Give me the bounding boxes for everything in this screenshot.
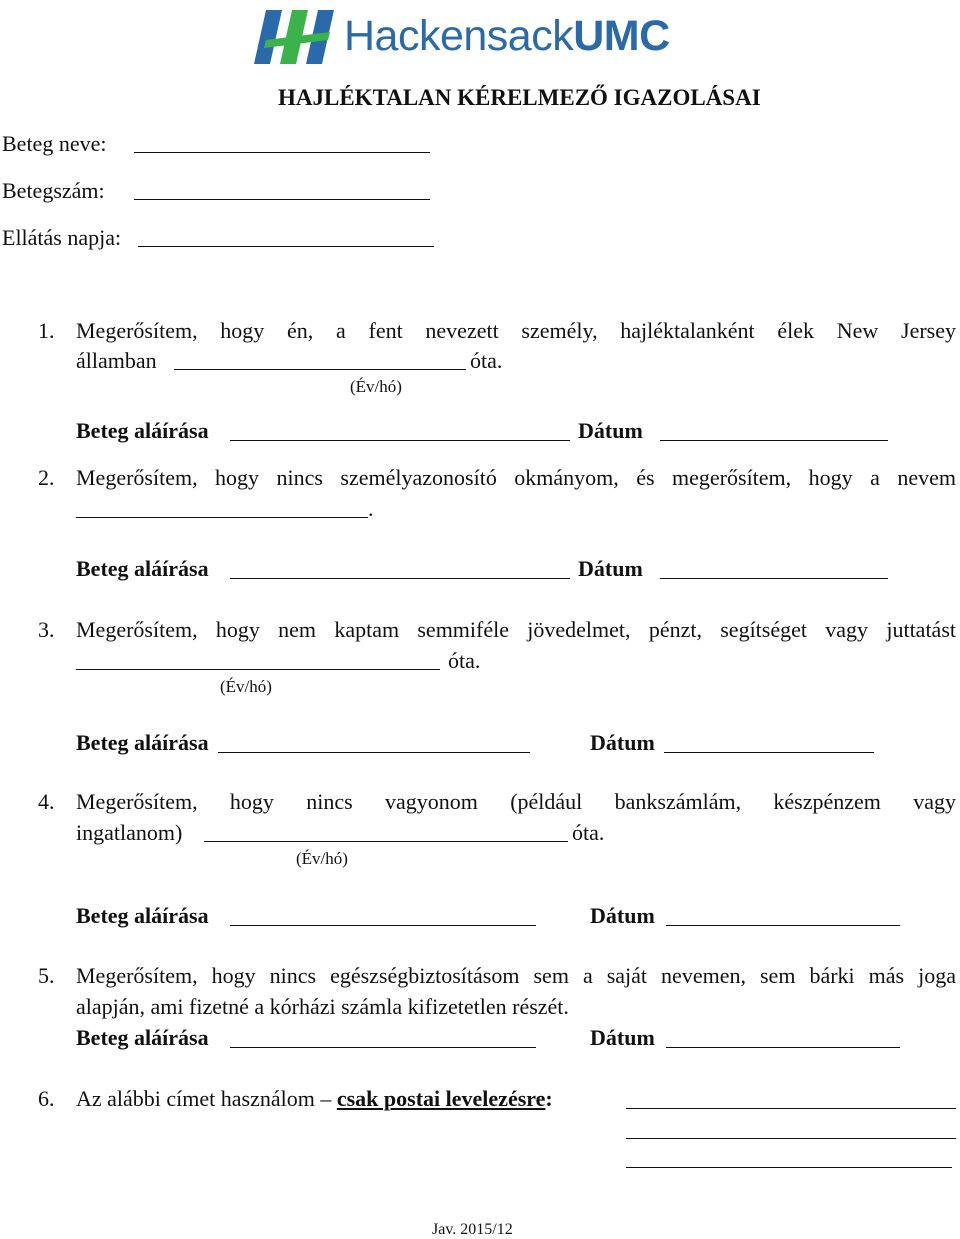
item-3-date-label: Dátum <box>590 730 655 755</box>
patient-number-label: Betegszám: <box>2 178 105 203</box>
item-1-date-field[interactable] <box>174 369 466 370</box>
item-2-name-field[interactable] <box>76 517 368 518</box>
item-4-signature-field[interactable] <box>230 925 536 926</box>
item-4-text: Megerősítem, hogy nincs vagyonom (például bankszámlám, készpénzem vagy <box>76 789 956 814</box>
item-5-text: Megerősítem, hogy nincs egészségbiztosításom sem a saját nevemen, sem bárki más joga <box>76 963 956 988</box>
item-3-signature-label: Beteg aláírása <box>76 730 209 755</box>
item-1-suffix: óta. <box>470 348 503 373</box>
item-4-date-label: Dátum <box>590 903 655 928</box>
item-3-text: Megerősítem, hogy nem kaptam semmiféle jövedelmet, pénzt, segítséget vagy juttatást <box>76 617 956 642</box>
item-4-date-field[interactable] <box>204 841 568 842</box>
patient-name-label: Beteg neve: <box>2 131 107 156</box>
item-5-signature-label: Beteg aláírása <box>76 1025 209 1050</box>
date-of-service-field[interactable] <box>138 246 434 247</box>
item-number-1: 1. <box>38 318 55 343</box>
item-number-4: 4. <box>38 789 55 814</box>
item-2-signature-field[interactable] <box>230 578 570 579</box>
item-5-date-label: Dátum <box>590 1025 655 1050</box>
item-3-hint: (Év/hó) <box>220 677 272 696</box>
item-6-emphasis: csak postai levelezésre <box>336 1086 546 1111</box>
item-6-lead: Az alábbi címet használom – <box>76 1086 332 1111</box>
item-number-3: 3. <box>38 617 55 642</box>
item-2-date-label: Dátum <box>578 556 643 581</box>
revision-footer: Jav. 2015/12 <box>432 1221 513 1238</box>
item-2-date-sign-field[interactable] <box>660 578 888 579</box>
item-2-suffix: . <box>368 496 374 521</box>
item-number-6: 6. <box>38 1086 55 1111</box>
item-1-signature-label: Beteg aláírása <box>76 418 209 443</box>
item-1-prefix: államban <box>76 348 157 373</box>
item-number-5: 5. <box>38 963 55 988</box>
logo-wordmark <box>344 10 670 62</box>
item-3-date-field[interactable] <box>76 669 440 670</box>
item-2-signature-label: Beteg aláírása <box>76 556 209 581</box>
item-number-2: 2. <box>38 465 55 490</box>
address-line-1[interactable] <box>626 1108 956 1109</box>
item-4-prefix: ingatlanom) <box>76 820 183 845</box>
item-3-signature-field[interactable] <box>218 752 530 753</box>
item-1-date-sign-field[interactable] <box>660 440 888 441</box>
item-4-date-sign-field[interactable] <box>666 925 900 926</box>
item-4-hint: (Év/hó) <box>296 849 348 868</box>
logo-mark-icon <box>244 6 344 66</box>
item-2-text: Megerősítem, hogy nincs személyazonosító okmányom, és megerősítem, hogy a nevem <box>76 465 956 490</box>
item-1-text: Megerősítem, hogy én, a fent nevezett személy, hajléktalanként élek New Jersey <box>76 318 956 343</box>
item-4-suffix: óta. <box>572 820 605 845</box>
item-1-hint: (Év/hó) <box>350 377 402 396</box>
item-5-text-line2: alapján, ami fizetné a kórházi számla kifizetetlen részét. <box>76 994 569 1019</box>
hackensack-umc-logo <box>244 6 714 66</box>
logo-text-main: Hackensack <box>344 12 574 60</box>
address-line-3[interactable] <box>626 1167 952 1168</box>
item-4-signature-label: Beteg aláírása <box>76 903 209 928</box>
page-title: HAJLÉKTALAN KÉRELMEZŐ IGAZOLÁSAI <box>278 85 761 110</box>
item-1-date-label: Dátum <box>578 418 643 443</box>
patient-number-field[interactable] <box>134 199 430 200</box>
item-1-signature-field[interactable] <box>230 440 570 441</box>
item-5-date-sign-field[interactable] <box>666 1047 900 1048</box>
date-of-service-label: Ellátás napja: <box>2 225 122 250</box>
item-6-colon: : <box>545 1086 553 1111</box>
item-3-date-sign-field[interactable] <box>664 752 874 753</box>
item-5-signature-field[interactable] <box>230 1047 536 1048</box>
address-line-2[interactable] <box>626 1138 956 1139</box>
logo-text-accent: UMC <box>573 12 670 60</box>
item-3-suffix: óta. <box>448 648 481 673</box>
patient-name-field[interactable] <box>134 152 430 153</box>
item-6-text <box>76 1086 553 1112</box>
